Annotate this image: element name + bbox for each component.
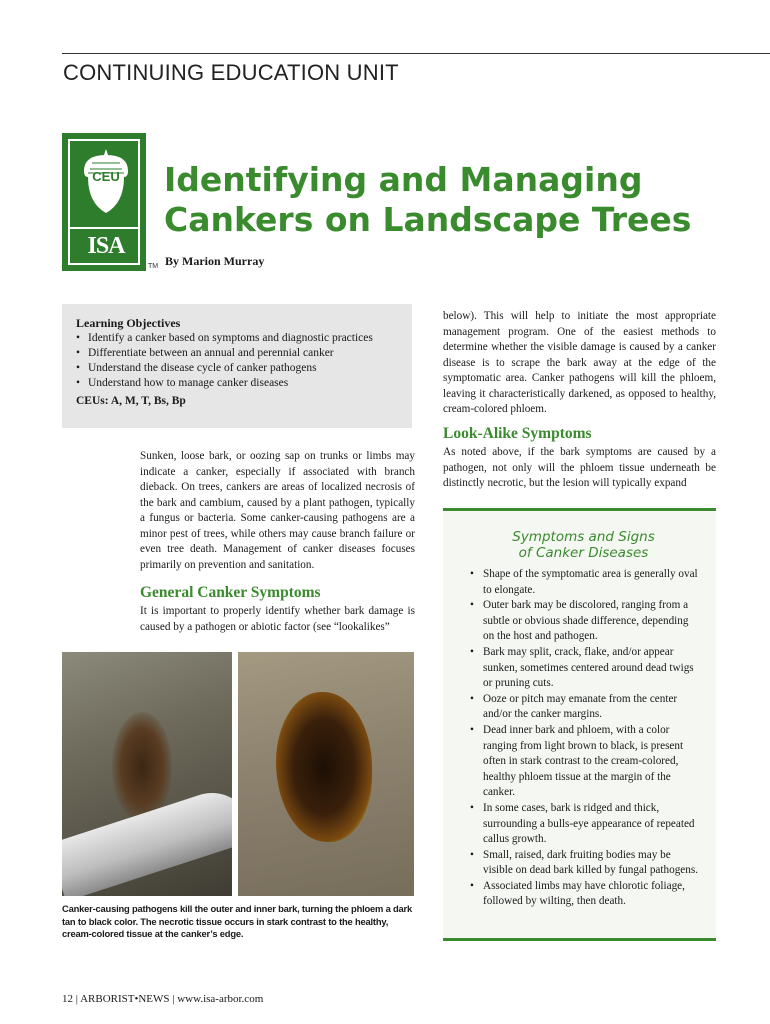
isa-ceu-logo — [62, 133, 146, 271]
photo-canker-wound — [238, 652, 414, 896]
sidebar-list — [465, 567, 702, 910]
heading-general-symptoms: General Canker Symptoms — [140, 584, 321, 601]
photo-canker-knife — [62, 652, 232, 896]
sidebar-title-line2: of Canker Diseases — [518, 545, 649, 561]
photo-caption: Canker-causing pathogens kill the outer and inner bark, turning the phloem a dark tan to black color. The necrotic tissue occurs in stark contrast to the healthy, cream-colored tissue at the canker’s edge. — [62, 903, 413, 939]
sidebar-item: • Small, raised, dark fruiting bodies may be visible on dead bark killed by fungal pathogens. — [465, 848, 702, 879]
general-symptoms-paragraph: It is important to properly identify whether bark damage is caused by a pathogen or abiotic factor (see “lookalikes” — [140, 605, 415, 633]
logo-divider — [70, 227, 138, 229]
learning-objectives-box — [62, 304, 412, 428]
sidebar-item: • Outer bark may be discolored, ranging from a subtle or obvious shade difference, depending on the host and pathogen. — [465, 598, 702, 645]
sidebar-item: • Bark may split, crack, flake, and/or appear sunken, sometimes centered around dead twigs or pruning cuts. — [465, 645, 702, 692]
objective-item: • Identify a canker based on symptoms and diagnostic practices — [76, 331, 398, 346]
objective-item: • Differentiate between an annual and perennial canker — [76, 346, 398, 361]
sidebar-item: • In some cases, bark is ridged and thick, surrounding a bulls-eye appearance of repeated callus growth. — [465, 801, 702, 848]
objectives-heading: Learning Objectives — [76, 316, 181, 330]
sidebar-item: • Associated limbs may have chlorotic foliage, followed by wilting, then death. — [465, 879, 702, 910]
heading-lookalike: Look-Alike Symptoms — [443, 425, 592, 442]
intro-paragraph: Sunken, loose bark, or oozing sap on trunks or limbs may indicate a canker, especially if associated with branch dieback. On trees, cankers are areas of localized necrosis of the bark and cambium, caused by a plant pathogen, typically a fungus or bacteria. Some canker-causing pathogens are a minor pest of trees, while others may cause branch failure or even tree death. Management of canker diseases focuses primarily on prevention and sanitation. — [140, 450, 415, 571]
ceus-line: CEUs: A, M, T, Bs, Bp — [76, 395, 186, 407]
byline: By Marion Murray — [165, 254, 265, 268]
ceu-text: CEU — [92, 169, 120, 184]
sidebar-title — [465, 529, 702, 561]
trademark: TM — [148, 263, 159, 270]
top-rule — [62, 53, 770, 54]
sidebar-item: • Shape of the symptomatic area is generally oval to elongate. — [465, 567, 702, 598]
sidebar-item: • Ooze or pitch may emanate from the center and/or the canker margins. — [465, 692, 702, 723]
isa-text: ISA — [87, 233, 125, 259]
symptoms-sidebar — [443, 508, 716, 941]
lookalike-paragraph: As noted above, if the bark symptoms are caused by a pathogen, not only will the phloem tissue underneath be distinctly necrotic, but the lesion will typically expand — [443, 446, 716, 489]
objectives-list — [76, 331, 398, 391]
page-footer: 12 | ARBORIST•NEWS | www.isa-arbor.com — [62, 993, 264, 1005]
objective-item: • Understand how to manage canker diseases — [76, 376, 398, 391]
sidebar-item: • Dead inner bark and phloem, with a color ranging from light brown to black, is present often in stark contrast to the cream-colored, healthy phloem tissue at the margin of the canker. — [465, 723, 702, 801]
article-title: Identifying and Managing Cankers on Landscape Trees — [164, 160, 692, 239]
objective-item: • Understand the disease cycle of canker pathogens — [76, 361, 398, 376]
sidebar-title-line1: Symptoms and Signs — [512, 529, 655, 545]
section-label: CONTINUING EDUCATION UNIT — [63, 60, 399, 85]
continued-paragraph: below). This will help to initiate the most appropriate management program. One of the easiest methods to determine whether the visible damage is caused by a canker disease is to scrape the bark away at the edge of the symptomatic area. Canker pathogens will kill the phloem, leaving it characteristically darkened, as opposed to healthy, cream-colored phloem. — [443, 310, 716, 415]
